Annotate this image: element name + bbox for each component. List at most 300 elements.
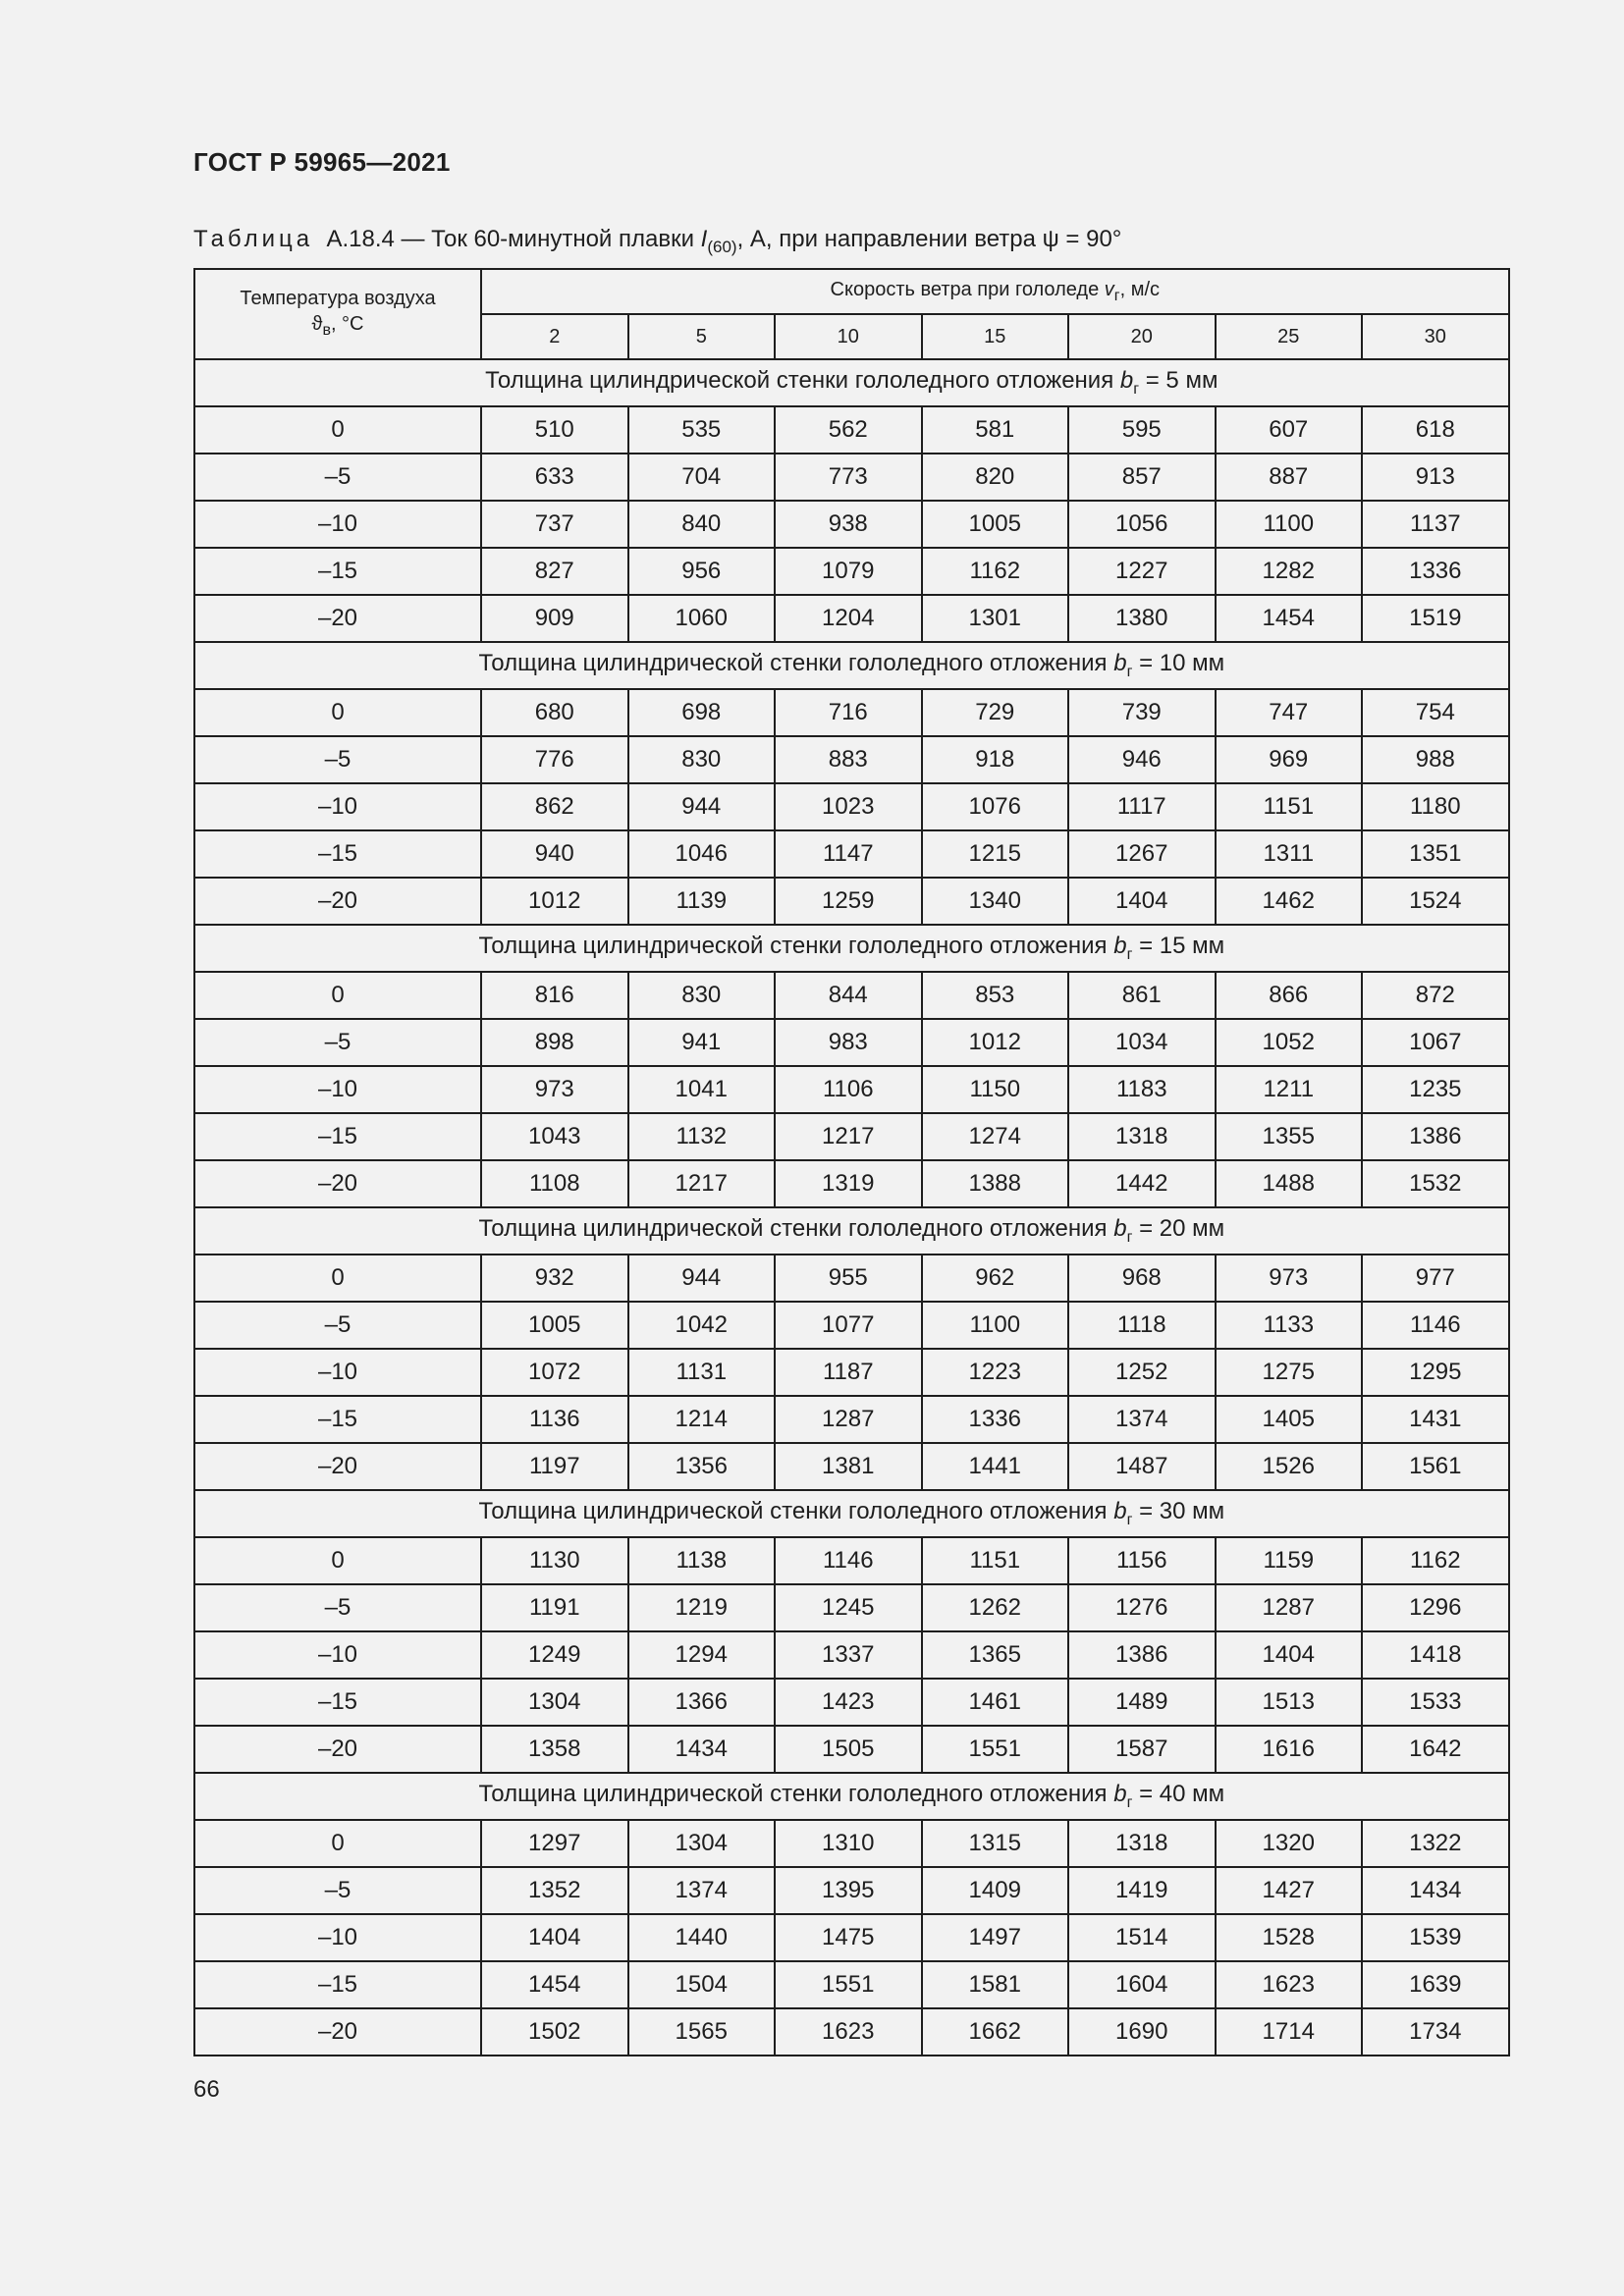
current-value-cell: 1132 <box>628 1113 776 1160</box>
current-value-cell: 704 <box>628 454 776 501</box>
current-value-cell: 1365 <box>922 1631 1069 1679</box>
current-value-cell: 1162 <box>1362 1537 1509 1584</box>
current-value-cell: 1295 <box>1362 1349 1509 1396</box>
current-value-cell: 1060 <box>628 595 776 642</box>
temperature-cell: –20 <box>194 878 481 925</box>
current-value-cell: 1150 <box>922 1066 1069 1113</box>
current-value-cell: 1052 <box>1216 1019 1363 1066</box>
table-row <box>194 1631 1509 1679</box>
current-value-cell: 618 <box>1362 406 1509 454</box>
current-value-cell: 844 <box>775 972 922 1019</box>
current-value-cell: 1156 <box>1068 1537 1216 1584</box>
current-value-cell: 1151 <box>922 1537 1069 1584</box>
current-value-cell: 1100 <box>922 1302 1069 1349</box>
temperature-header-line1: Температура воздуха <box>240 287 436 309</box>
section-thickness: = 20 мм <box>1132 1215 1225 1243</box>
wind-header-sub: г <box>1113 287 1120 304</box>
section-thickness: = 5 мм <box>1139 367 1218 395</box>
table-row <box>194 1584 1509 1631</box>
current-value-cell: 853 <box>922 972 1069 1019</box>
current-value-cell: 1366 <box>628 1679 776 1726</box>
temperature-header-symbol: ϑ <box>311 312 323 335</box>
current-value-cell: 862 <box>481 783 628 830</box>
table-row <box>194 1914 1509 1961</box>
current-value-cell: 1358 <box>481 1726 628 1773</box>
section-symbol: b <box>1113 933 1127 960</box>
current-value-cell: 1404 <box>481 1914 628 1961</box>
current-value-cell: 1489 <box>1068 1679 1216 1726</box>
current-value-cell: 1215 <box>922 830 1069 878</box>
current-value-cell: 773 <box>775 454 922 501</box>
speed-header-cell: 15 <box>922 314 1069 359</box>
table-row <box>194 1302 1509 1349</box>
current-value-cell: 1526 <box>1216 1443 1363 1490</box>
current-value-cell: 1100 <box>1216 501 1363 548</box>
section-row <box>194 1773 1509 1820</box>
table-caption <box>193 226 1121 257</box>
caption-angle-value: = 90° <box>1058 226 1122 252</box>
temperature-cell: 0 <box>194 972 481 1019</box>
current-value-cell: 1245 <box>775 1584 922 1631</box>
current-value-cell: 816 <box>481 972 628 1019</box>
section-symbol: b <box>1113 1215 1127 1243</box>
current-value-cell: 1405 <box>1216 1396 1363 1443</box>
current-value-cell: 1042 <box>628 1302 776 1349</box>
current-value-cell: 969 <box>1216 736 1363 783</box>
current-value-cell: 1106 <box>775 1066 922 1113</box>
current-value-cell: 944 <box>628 783 776 830</box>
section-title <box>194 642 1509 689</box>
table-row <box>194 1961 1509 2008</box>
current-value-cell: 1147 <box>775 830 922 878</box>
current-value-cell: 1005 <box>922 501 1069 548</box>
section-row <box>194 1207 1509 1255</box>
section-symbol: b <box>1119 367 1134 395</box>
current-value-cell: 827 <box>481 548 628 595</box>
current-value-cell: 1639 <box>1362 1961 1509 2008</box>
current-value-cell: 1539 <box>1362 1914 1509 1961</box>
current-value-cell: 988 <box>1362 736 1509 783</box>
current-value-cell: 1356 <box>628 1443 776 1490</box>
temperature-cell: –10 <box>194 1349 481 1396</box>
temperature-cell: –15 <box>194 1961 481 2008</box>
current-value-cell: 866 <box>1216 972 1363 1019</box>
current-value-cell: 1012 <box>922 1019 1069 1066</box>
current-value-cell: 1386 <box>1362 1113 1509 1160</box>
speed-header-cell: 10 <box>775 314 922 359</box>
caption-label: Таблица <box>193 226 314 252</box>
current-value-cell: 1217 <box>775 1113 922 1160</box>
section-title <box>194 1490 1509 1537</box>
current-value-cell: 1223 <box>922 1349 1069 1396</box>
current-value-cell: 1056 <box>1068 501 1216 548</box>
caption-number: А.18.4 <box>326 226 395 252</box>
current-value-cell: 680 <box>481 689 628 736</box>
current-value-cell: 1404 <box>1216 1631 1363 1679</box>
current-value-cell: 1304 <box>628 1820 776 1867</box>
current-value-cell: 1204 <box>775 595 922 642</box>
wind-header-text: Скорость ветра при гололеде <box>830 278 1105 300</box>
section-symbol-sub: г <box>1126 945 1133 963</box>
current-value-cell: 1533 <box>1362 1679 1509 1726</box>
current-value-cell: 1404 <box>1068 878 1216 925</box>
current-value-cell: 1139 <box>628 878 776 925</box>
current-value-cell: 1336 <box>1362 548 1509 595</box>
speed-header-cell: 20 <box>1068 314 1216 359</box>
current-value-cell: 1297 <box>481 1820 628 1867</box>
current-value-cell: 861 <box>1068 972 1216 1019</box>
current-value-cell: 1623 <box>1216 1961 1363 2008</box>
current-value-cell: 1475 <box>775 1914 922 1961</box>
current-value-cell: 1318 <box>1068 1113 1216 1160</box>
page-number: 66 <box>193 2076 220 2103</box>
current-value-cell: 1419 <box>1068 1867 1216 1914</box>
temperature-cell: –20 <box>194 1443 481 1490</box>
current-value-cell: 1488 <box>1216 1160 1363 1207</box>
temperature-cell: –5 <box>194 454 481 501</box>
current-value-cell: 1502 <box>481 2008 628 2056</box>
current-value-cell: 955 <box>775 1255 922 1302</box>
current-value-cell: 1267 <box>1068 830 1216 878</box>
current-value-cell: 1690 <box>1068 2008 1216 2056</box>
current-value-cell: 1108 <box>481 1160 628 1207</box>
temperature-cell: 0 <box>194 406 481 454</box>
table-row <box>194 1820 1509 1867</box>
current-value-cell: 1183 <box>1068 1066 1216 1113</box>
current-value-cell: 1565 <box>628 2008 776 2056</box>
section-title <box>194 1773 1509 1820</box>
temperature-cell: 0 <box>194 689 481 736</box>
current-value-cell: 1423 <box>775 1679 922 1726</box>
current-value-cell: 1072 <box>481 1349 628 1396</box>
current-value-cell: 1434 <box>628 1726 776 1773</box>
current-value-cell: 1180 <box>1362 783 1509 830</box>
table-row <box>194 1066 1509 1113</box>
temperature-cell: –5 <box>194 736 481 783</box>
current-value-cell: 739 <box>1068 689 1216 736</box>
current-value-cell: 1532 <box>1362 1160 1509 1207</box>
section-thickness: = 40 мм <box>1132 1781 1225 1808</box>
current-value-cell: 977 <box>1362 1255 1509 1302</box>
section-row <box>194 925 1509 972</box>
current-value-cell: 1497 <box>922 1914 1069 1961</box>
section-thickness: = 15 мм <box>1132 933 1225 960</box>
current-value-cell: 1462 <box>1216 878 1363 925</box>
current-value-cell: 1427 <box>1216 1867 1363 1914</box>
caption-text-before: — Ток 60-минутной плавки <box>401 226 701 252</box>
table-row <box>194 1443 1509 1490</box>
section-symbol: b <box>1113 650 1127 677</box>
current-value-cell: 898 <box>481 1019 628 1066</box>
current-value-cell: 1041 <box>628 1066 776 1113</box>
current-value-cell: 1159 <box>1216 1537 1363 1584</box>
current-value-cell: 1296 <box>1362 1584 1509 1631</box>
current-value-cell: 1276 <box>1068 1584 1216 1631</box>
current-value-cell: 968 <box>1068 1255 1216 1302</box>
temperature-cell: 0 <box>194 1537 481 1584</box>
caption-symbol: I <box>700 226 708 252</box>
section-title <box>194 925 1509 972</box>
current-value-cell: 1197 <box>481 1443 628 1490</box>
current-value-cell: 1274 <box>922 1113 1069 1160</box>
current-value-cell: 737 <box>481 501 628 548</box>
section-symbol: b <box>1113 1781 1127 1808</box>
current-value-cell: 1442 <box>1068 1160 1216 1207</box>
current-value-cell: 1587 <box>1068 1726 1216 1773</box>
section-symbol-sub: г <box>1126 1511 1133 1528</box>
current-value-cell: 1461 <box>922 1679 1069 1726</box>
current-value-cell: 1151 <box>1216 783 1363 830</box>
current-value-cell: 729 <box>922 689 1069 736</box>
current-value-cell: 918 <box>922 736 1069 783</box>
section-text: Толщина цилиндрической стенки гололедного отложения <box>478 1498 1114 1525</box>
current-value-cell: 983 <box>775 1019 922 1066</box>
current-value-cell: 754 <box>1362 689 1509 736</box>
current-value-cell: 883 <box>775 736 922 783</box>
current-value-cell: 909 <box>481 595 628 642</box>
current-value-cell: 1351 <box>1362 830 1509 878</box>
temperature-column-header <box>194 269 481 359</box>
table-row <box>194 1537 1509 1584</box>
current-value-cell: 1214 <box>628 1396 776 1443</box>
section-title <box>194 359 1509 406</box>
current-value-cell: 1187 <box>775 1349 922 1396</box>
current-value-cell: 1551 <box>922 1726 1069 1773</box>
current-value-cell: 887 <box>1216 454 1363 501</box>
current-value-cell: 1117 <box>1068 783 1216 830</box>
current-value-cell: 1418 <box>1362 1631 1509 1679</box>
temperature-cell: –10 <box>194 501 481 548</box>
current-value-cell: 1034 <box>1068 1019 1216 1066</box>
current-value-cell: 562 <box>775 406 922 454</box>
temperature-cell: –20 <box>194 1726 481 1773</box>
current-value-cell: 1386 <box>1068 1631 1216 1679</box>
temperature-cell: –20 <box>194 2008 481 2056</box>
current-value-cell: 820 <box>922 454 1069 501</box>
current-value-cell: 1146 <box>775 1537 922 1584</box>
current-value-cell: 1282 <box>1216 548 1363 595</box>
current-value-cell: 1734 <box>1362 2008 1509 2056</box>
current-value-cell: 1395 <box>775 1867 922 1914</box>
table-row <box>194 736 1509 783</box>
current-value-cell: 1294 <box>628 1631 776 1679</box>
current-value-cell: 1352 <box>481 1867 628 1914</box>
current-value-cell: 1487 <box>1068 1443 1216 1490</box>
temperature-cell: –10 <box>194 783 481 830</box>
current-value-cell: 1130 <box>481 1537 628 1584</box>
table-row <box>194 1255 1509 1302</box>
current-value-cell: 1431 <box>1362 1396 1509 1443</box>
current-value-cell: 1581 <box>922 1961 1069 2008</box>
table-row <box>194 1396 1509 1443</box>
temperature-cell: –5 <box>194 1302 481 1349</box>
current-value-cell: 1388 <box>922 1160 1069 1207</box>
temperature-cell: –15 <box>194 1679 481 1726</box>
current-value-cell: 1504 <box>628 1961 776 2008</box>
current-value-cell: 1355 <box>1216 1113 1363 1160</box>
current-value-cell: 1137 <box>1362 501 1509 548</box>
wind-speed-header <box>481 269 1509 314</box>
current-value-cell: 1409 <box>922 1867 1069 1914</box>
current-value-cell: 1077 <box>775 1302 922 1349</box>
table-row <box>194 972 1509 1019</box>
section-text: Толщина цилиндрической стенки гололедного отложения <box>485 367 1120 395</box>
table-row <box>194 1160 1509 1207</box>
current-value-cell: 1454 <box>1216 595 1363 642</box>
table-row <box>194 454 1509 501</box>
table-row <box>194 689 1509 736</box>
current-value-cell: 1275 <box>1216 1349 1363 1396</box>
current-value-cell: 1046 <box>628 830 776 878</box>
wind-header-symbol: v <box>1104 278 1114 300</box>
current-value-cell: 1381 <box>775 1443 922 1490</box>
caption-angle-symbol: ψ <box>1042 226 1059 252</box>
document-header: ГОСТ Р 59965—2021 <box>193 147 451 177</box>
section-row <box>194 642 1509 689</box>
table-row <box>194 406 1509 454</box>
caption-symbol-sub: (60) <box>707 237 737 256</box>
current-value-cell: 1528 <box>1216 1914 1363 1961</box>
header-row <box>194 269 1509 314</box>
current-value-cell: 1561 <box>1362 1443 1509 1490</box>
current-value-cell: 1133 <box>1216 1302 1363 1349</box>
current-value-cell: 1434 <box>1362 1867 1509 1914</box>
temperature-header-unit: , °C <box>330 312 364 335</box>
current-value-cell: 938 <box>775 501 922 548</box>
temperature-cell: –15 <box>194 1113 481 1160</box>
current-value-cell: 1162 <box>922 548 1069 595</box>
current-value-cell: 1136 <box>481 1396 628 1443</box>
section-row <box>194 1490 1509 1537</box>
current-value-cell: 1118 <box>1068 1302 1216 1349</box>
current-value-cell: 1336 <box>922 1396 1069 1443</box>
section-text: Толщина цилиндрической стенки гололедного отложения <box>478 1215 1114 1243</box>
table-row <box>194 783 1509 830</box>
section-thickness: = 30 мм <box>1132 1498 1225 1525</box>
current-value-cell: 857 <box>1068 454 1216 501</box>
current-value-cell: 840 <box>628 501 776 548</box>
current-value-cell: 581 <box>922 406 1069 454</box>
current-value-cell: 1337 <box>775 1631 922 1679</box>
current-value-cell: 1318 <box>1068 1820 1216 1867</box>
current-value-cell: 1219 <box>628 1584 776 1631</box>
current-value-cell: 1524 <box>1362 878 1509 925</box>
current-value-cell: 1235 <box>1362 1066 1509 1113</box>
table-row <box>194 1679 1509 1726</box>
current-value-cell: 1249 <box>481 1631 628 1679</box>
current-value-cell: 747 <box>1216 689 1363 736</box>
section-title <box>194 1207 1509 1255</box>
current-value-cell: 1287 <box>1216 1584 1363 1631</box>
current-value-cell: 1514 <box>1068 1914 1216 1961</box>
speed-header-cell: 30 <box>1362 314 1509 359</box>
temperature-cell: –20 <box>194 595 481 642</box>
current-value-cell: 1005 <box>481 1302 628 1349</box>
current-value-cell: 716 <box>775 689 922 736</box>
temperature-cell: 0 <box>194 1255 481 1302</box>
current-value-cell: 633 <box>481 454 628 501</box>
temperature-cell: –5 <box>194 1867 481 1914</box>
current-value-cell: 1315 <box>922 1820 1069 1867</box>
current-value-cell: 1304 <box>481 1679 628 1726</box>
current-value-cell: 1374 <box>1068 1396 1216 1443</box>
temperature-header-sub: в <box>322 321 331 339</box>
current-value-cell: 1322 <box>1362 1820 1509 1867</box>
current-value-cell: 1311 <box>1216 830 1363 878</box>
wind-header-unit: , м/с <box>1119 278 1161 300</box>
current-value-cell: 940 <box>481 830 628 878</box>
current-value-cell: 1340 <box>922 878 1069 925</box>
table-row <box>194 1726 1509 1773</box>
temperature-cell: –5 <box>194 1019 481 1066</box>
current-value-cell: 1043 <box>481 1113 628 1160</box>
current-value-cell: 956 <box>628 548 776 595</box>
current-value-cell: 1310 <box>775 1820 922 1867</box>
current-value-cell: 830 <box>628 736 776 783</box>
temperature-cell: –15 <box>194 830 481 878</box>
current-value-cell: 1551 <box>775 1961 922 2008</box>
data-table <box>193 268 1510 2056</box>
current-value-cell: 1131 <box>628 1349 776 1396</box>
table-row <box>194 595 1509 642</box>
current-value-cell: 1138 <box>628 1537 776 1584</box>
caption-text-after: , А, при направлении ветра <box>736 226 1043 252</box>
temperature-cell: –10 <box>194 1914 481 1961</box>
current-value-cell: 830 <box>628 972 776 1019</box>
temperature-cell: –15 <box>194 1396 481 1443</box>
current-value-cell: 1662 <box>922 2008 1069 2056</box>
section-thickness: = 10 мм <box>1132 650 1225 677</box>
current-value-cell: 1454 <box>481 1961 628 2008</box>
table-row <box>194 1019 1509 1066</box>
current-value-cell: 913 <box>1362 454 1509 501</box>
current-value-cell: 1211 <box>1216 1066 1363 1113</box>
current-value-cell: 1505 <box>775 1726 922 1773</box>
current-value-cell: 1079 <box>775 548 922 595</box>
current-value-cell: 607 <box>1216 406 1363 454</box>
current-value-cell: 1076 <box>922 783 1069 830</box>
table-row <box>194 1867 1509 1914</box>
current-value-cell: 962 <box>922 1255 1069 1302</box>
current-value-cell: 1252 <box>1068 1349 1216 1396</box>
table-row <box>194 1113 1509 1160</box>
temperature-cell: –10 <box>194 1631 481 1679</box>
current-value-cell: 1519 <box>1362 595 1509 642</box>
current-value-cell: 595 <box>1068 406 1216 454</box>
section-row <box>194 359 1509 406</box>
current-value-cell: 535 <box>628 406 776 454</box>
current-value-cell: 1301 <box>922 595 1069 642</box>
current-value-cell: 941 <box>628 1019 776 1066</box>
current-value-cell: 1217 <box>628 1160 776 1207</box>
current-value-cell: 872 <box>1362 972 1509 1019</box>
section-symbol-sub: г <box>1126 1793 1133 1811</box>
section-symbol-sub: г <box>1133 380 1140 398</box>
current-value-cell: 1191 <box>481 1584 628 1631</box>
current-value-cell: 776 <box>481 736 628 783</box>
temperature-cell: –20 <box>194 1160 481 1207</box>
temperature-cell: –10 <box>194 1066 481 1113</box>
current-value-cell: 946 <box>1068 736 1216 783</box>
section-text: Толщина цилиндрической стенки гололедного отложения <box>478 1781 1114 1808</box>
current-value-cell: 1320 <box>1216 1820 1363 1867</box>
speed-header-cell: 25 <box>1216 314 1363 359</box>
current-value-cell: 1287 <box>775 1396 922 1443</box>
current-value-cell: 1067 <box>1362 1019 1509 1066</box>
section-symbol: b <box>1113 1498 1127 1525</box>
current-value-cell: 1513 <box>1216 1679 1363 1726</box>
table-row <box>194 2008 1509 2056</box>
